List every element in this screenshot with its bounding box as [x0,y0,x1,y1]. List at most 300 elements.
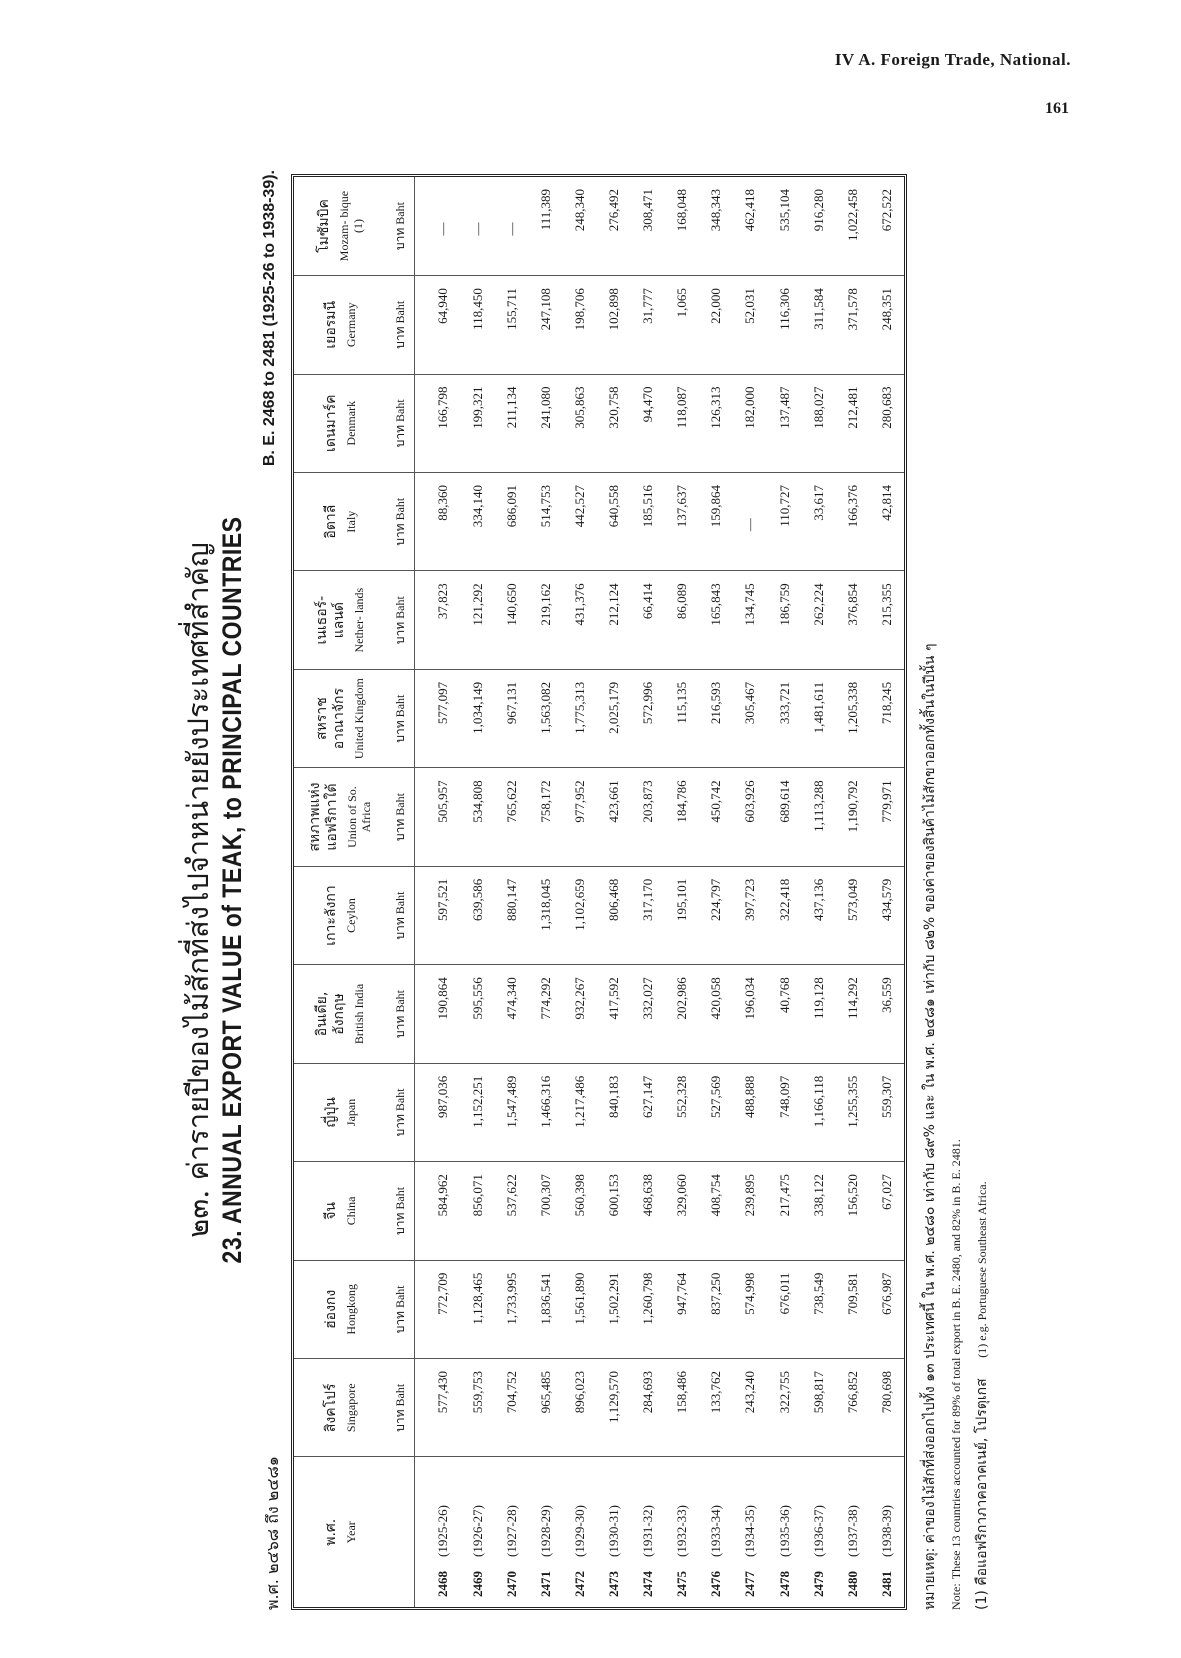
value-cell: 577,430 [415,1359,461,1457]
value-cell: 329,060 [665,1162,699,1260]
title-thai [175,170,221,1610]
table-row [563,177,597,1607]
col-header-th: ฮ่องกง [322,1289,339,1329]
note-english-label: Note: [949,1583,963,1610]
year-cell [836,1457,870,1607]
value-cell: 431,376 [563,571,597,669]
col-header-th: เกาะลังกา [322,885,339,946]
value-cell: 190,864 [415,965,461,1063]
value-cell: 474,340 [495,965,529,1063]
value-cell: 1,255,355 [836,1063,870,1161]
col-header-year-en: Year [343,1521,358,1544]
value-cell: 676,987 [870,1260,904,1358]
rotated-table-page [175,170,1005,1610]
value-cell: 896,023 [563,1359,597,1457]
value-cell: 86,089 [665,571,699,669]
value-cell: 639,586 [461,866,495,964]
year-cell [870,1457,904,1607]
value-cell: 203,873 [631,768,665,866]
value-cell: 442,527 [563,472,597,570]
value-cell: 559,307 [870,1063,904,1161]
value-cell: 338,122 [802,1162,836,1260]
title-thai-text: ค่ารายปีของไม้สักที่ส่งไปจำหน่ายยังประเทศที่สำคัญ [181,542,215,1181]
year-ad: (1925-26) [434,1505,450,1557]
year-cell [733,1457,767,1607]
col-header-year-th: พ.ศ. [322,1518,339,1546]
value-cell: 134,745 [733,571,767,669]
note-thai-text: ค่าของไม้สักที่ส่งออกไปทั้ง ๑๓ ประเทศนี้ ใน พ.ศ. ๒๔๘๐ เท่ากับ ๘๙% และ ใน พ.ศ. ๒๔๘๑ เท่ากับ ๘๒% ของค่าของสินค้าไม้สักขาออกทั้งสิ้นในปีนั้น ๆ [922,643,938,1544]
unit-label: บาท Baht [386,669,415,767]
header-row [294,177,386,1607]
value-cell: 505,957 [415,768,461,866]
value-cell: 121,292 [461,571,495,669]
value-cell: 156,520 [836,1162,870,1260]
value-cell: 332,027 [631,965,665,1063]
value-cell: 462,418 [742,189,758,232]
col-header-th: สหราช อาณาจักร [314,687,347,750]
value-cell: 305,863 [563,374,597,472]
value-cell: 36,559 [870,965,904,1063]
value-cell: 317,170 [631,866,665,964]
value-cell: 1,065 [665,276,699,374]
value-cell: 573,049 [836,866,870,964]
col-header-japan [294,1063,386,1161]
year-ad: (1928-29) [537,1505,553,1557]
unit-label: บาท Baht [386,374,415,472]
table-row [461,177,495,1607]
col-header-denmark [294,374,386,472]
col-header-en: Germany [343,302,358,348]
value-cell: 37,823 [415,571,461,669]
value-cell: 308,471 [640,189,656,232]
table-frame [291,174,907,1610]
col-header-th: เยอรมนี [322,300,339,349]
value-cell: 932,267 [563,965,597,1063]
value-cell: 779,971 [870,768,904,866]
col-header-en: British India [352,983,366,1045]
value-cell: 765,622 [495,768,529,866]
year-be: 2470 [503,1571,519,1597]
value-cell: 212,481 [836,374,870,472]
value-cell: 52,031 [733,276,767,374]
value-cell: 856,071 [461,1162,495,1260]
col-header-en: Japan [343,1098,358,1127]
note-thai-label: หมายเหตุ: [922,1547,938,1610]
value-cell: 700,307 [529,1162,563,1260]
table-row [665,177,699,1607]
value-cell: 1,129,570 [597,1359,631,1457]
value-cell: 1,836,541 [529,1260,563,1358]
year-ad: (1936-37) [810,1505,826,1557]
value-cell: 133,762 [699,1359,733,1457]
year-be: 2478 [776,1571,792,1597]
table-row [597,177,631,1607]
value-cell: 182,000 [733,374,767,472]
value-cell: 468,638 [631,1162,665,1260]
value-cell: 535,104 [776,189,792,232]
value-cell: 188,027 [802,374,836,472]
year-ad: (1931-32) [640,1505,656,1557]
unit-label: บาท Baht [386,1359,415,1457]
unit-label: บาท Baht [386,472,415,570]
value-cell: 66,414 [631,571,665,669]
value-cell: 537,622 [495,1162,529,1260]
value-cell: 450,742 [699,768,733,866]
unit-label: บาท Baht [386,965,415,1063]
value-cell: 689,614 [768,768,802,866]
value-cell: 217,475 [768,1162,802,1260]
title-thai-number: ๒๓. [181,1189,215,1238]
col-header-mozam-bique [294,177,386,276]
value-cell: 348,343 [708,189,724,232]
value-cell: 371,578 [836,276,870,374]
year-ad: (1938-39) [878,1505,894,1557]
value-cell: 600,153 [597,1162,631,1260]
year-cell [665,1457,699,1607]
value-cell: 806,468 [597,866,631,964]
value-cell: 185,516 [631,472,665,570]
value-cell: 1,217,486 [563,1063,597,1161]
year-be: 2473 [606,1571,622,1597]
value-cell: 967,131 [495,669,529,767]
value-cell: 488,888 [733,1063,767,1161]
col-header-th: ญี่ปุ่น [322,1097,339,1128]
year-cell [597,1457,631,1607]
value-cell: 40,768 [768,965,802,1063]
value-cell: 840,183 [597,1063,631,1161]
page-number: 161 [1045,100,1069,117]
col-header-en: Nether- lands [352,587,366,653]
value-cell: 1,152,251 [461,1063,495,1161]
table-body [415,177,905,1607]
value-cell: 434,579 [870,866,904,964]
value-cell: 137,487 [768,374,802,472]
value-cell: 595,556 [461,965,495,1063]
value-cell: 527,569 [699,1063,733,1161]
notes [917,170,995,1610]
value-cell: 322,755 [768,1359,802,1457]
value-cell: 216,593 [699,669,733,767]
col-header-union-of-so-africa [294,768,386,866]
value-cell: 334,140 [461,472,495,570]
value-cell: 437,136 [802,866,836,964]
value-cell: 1,166,118 [802,1063,836,1161]
value-cell: 709,581 [836,1260,870,1358]
value-cell: 166,376 [836,472,870,570]
col-header-th: เดนมาร์ค [322,394,339,452]
value-cell: 224,797 [699,866,733,964]
value-cell: 880,147 [495,866,529,964]
value-cell: 397,723 [733,866,767,964]
unit-label: บาท Baht [386,1162,415,1260]
value-cell: 780,698 [870,1359,904,1457]
value-cell: 126,313 [699,374,733,472]
title-english: 23. ANNUAL EXPORT VALUE of TEAK, to PRINCIPAL COUNTRIES [216,516,247,1264]
col-header-singapore [294,1359,386,1457]
value-cell: 584,962 [415,1162,461,1260]
value-cell: 1,128,465 [461,1260,495,1358]
value-cell: 417,592 [597,965,631,1063]
value-cell: 1,102,659 [563,866,597,964]
value-cell: 119,128 [802,965,836,1063]
value-cell: 748,097 [768,1063,802,1161]
col-header-th: สหภาพแห่ง แอฟริกาใต้ [307,782,340,852]
year-ad: (1937-38) [844,1505,860,1557]
col-header-th: สิงคโปร์ [322,1383,339,1433]
note-thai [917,170,943,1610]
value-cell: 320,758 [597,374,631,472]
year-be: 2469 [469,1571,485,1597]
value-cell: 704,752 [495,1359,529,1457]
year-cell [768,1457,802,1607]
value-cell: 1,260,798 [631,1260,665,1358]
col-header-italy [294,472,386,570]
value-cell: 977,952 [563,768,597,866]
unit-label: บาท Baht [386,866,415,964]
value-cell: 140,650 [495,571,529,669]
year-be: 2474 [640,1571,656,1597]
value-cell: 1,733,995 [495,1260,529,1358]
value-cell: 1,502,291 [597,1260,631,1358]
year-cell [563,1457,597,1607]
value-cell: 774,292 [529,965,563,1063]
unit-label: บาท Baht [386,768,415,866]
unit-row [386,177,415,1607]
year-be: 2468 [434,1571,450,1597]
value-cell: 627,147 [631,1063,665,1161]
footnote-thai: (1) คือแอฟริกาภาคอาคเนย์, โปรตุเกส [974,1378,990,1610]
value-cell: 186,759 [768,571,802,669]
col-header-th: อิตาลี [322,504,339,539]
value-cell: 115,135 [665,669,699,767]
value-cell: 247,108 [529,276,563,374]
year-ad: (1932-33) [674,1505,690,1557]
year-cell [495,1457,529,1607]
year-be: 2480 [844,1571,860,1597]
value-cell: 574,998 [733,1260,767,1358]
value-cell: 243,240 [733,1359,767,1457]
col-header-hongkong [294,1260,386,1358]
value-cell: 166,798 [415,374,461,472]
value-cell: 1,775,313 [563,669,597,767]
value-cell: 987,036 [415,1063,461,1161]
unit-label: บาท Baht [386,177,415,276]
value-cell: 766,852 [836,1359,870,1457]
value-cell: — [434,222,450,236]
value-cell: 603,926 [733,768,767,866]
value-cell: 560,398 [563,1162,597,1260]
value-cell: 137,637 [665,472,699,570]
value-cell: 1,466,316 [529,1063,563,1161]
value-cell: 408,754 [699,1162,733,1260]
table-row [870,177,904,1607]
value-cell: 738,549 [802,1260,836,1358]
table-row [836,177,870,1607]
col-header-th: โมซัมบิค [315,199,332,253]
year-ad: (1934-35) [742,1505,758,1557]
value-cell: 423,661 [597,768,631,866]
col-header-en: Italy [343,510,358,533]
footnote [969,170,995,1610]
value-cell: 640,558 [597,472,631,570]
year-be: 2476 [708,1571,724,1597]
year-be: 2481 [878,1571,894,1597]
col-header-germany [294,276,386,374]
year-cell [415,1457,461,1607]
footnote-english: (1) e.g. Portuguese Southeast Africa. [975,1181,989,1358]
value-cell: 94,470 [631,374,665,472]
value-cell: 262,224 [802,571,836,669]
value-cell: 1,205,338 [836,669,870,767]
value-cell: 1,481,611 [802,669,836,767]
table-row [495,177,529,1607]
value-cell: 22,000 [699,276,733,374]
value-cell: 165,843 [699,571,733,669]
year-be: 2477 [742,1571,758,1597]
value-cell: 1,190,792 [836,768,870,866]
value-cell: 116,306 [768,276,802,374]
value-cell: 168,048 [674,189,690,232]
col-header-en: Denmark [343,400,358,446]
value-cell: 514,753 [529,472,563,570]
value-cell: 916,280 [810,189,826,232]
running-head: IV A. Foreign Trade, National. [834,50,1071,69]
year-ad: (1929-30) [571,1505,587,1557]
col-header-en: United Kingdom [352,678,366,760]
value-cell: 219,162 [529,571,563,669]
col-header-year [294,1457,386,1607]
value-cell: 248,351 [870,276,904,374]
value-cell: 1,022,458 [844,189,860,241]
value-cell: 420,058 [699,965,733,1063]
col-header-th: เนเธอร์- แลนด์ [314,595,347,645]
value-cell: 118,087 [665,374,699,472]
col-header-china [294,1162,386,1260]
year-cell [631,1457,665,1607]
col-header-ceylon [294,866,386,964]
value-cell: 598,817 [802,1359,836,1457]
value-cell: 837,250 [699,1260,733,1358]
value-cell: 718,245 [870,669,904,767]
unit-cell-year [386,1457,415,1607]
table-row [768,177,802,1607]
value-cell: 184,786 [665,768,699,866]
year-be: 2471 [537,1571,553,1597]
export-value-table [294,177,904,1607]
value-cell: 31,777 [631,276,665,374]
value-cell: 280,683 [870,374,904,472]
value-cell: 199,321 [461,374,495,472]
value-cell: 772,709 [415,1260,461,1358]
unit-label: บาท Baht [386,276,415,374]
value-cell: 248,340 [571,189,587,232]
value-cell: 559,753 [461,1359,495,1457]
value-cell: 597,521 [415,866,461,964]
value-cell: 110,727 [768,472,802,570]
year-cell [699,1457,733,1607]
value-cell: 1,113,288 [802,768,836,866]
value-cell: 64,940 [415,276,461,374]
value-cell: 322,418 [768,866,802,964]
col-header-th: จีน [322,1201,339,1220]
year-be: 2475 [674,1571,690,1597]
table-row [631,177,665,1607]
value-cell: 947,764 [665,1260,699,1358]
value-cell: — [733,472,767,570]
value-cell: 111,389 [537,189,553,231]
col-header-en: China [343,1196,358,1226]
table-row [529,177,563,1607]
value-cell: 376,854 [836,571,870,669]
value-cell: 198,706 [563,276,597,374]
value-cell: 33,617 [802,472,836,570]
col-header-united-kingdom [294,669,386,767]
value-cell: 158,486 [665,1359,699,1457]
table-row [699,177,733,1607]
value-cell: 965,485 [529,1359,563,1457]
value-cell: 333,721 [768,669,802,767]
value-cell: 676,011 [768,1260,802,1358]
period-thai: พ.ศ. ๒๔๖๘ ถึง ๒๔๘๑ [263,1456,282,1610]
year-be: 2479 [810,1571,826,1597]
value-cell: 284,693 [631,1359,665,1457]
value-cell: 155,711 [495,276,529,374]
value-cell: 552,328 [665,1063,699,1161]
year-ad: (1926-27) [469,1505,485,1557]
value-cell: 1,563,082 [529,669,563,767]
value-cell: 118,450 [461,276,495,374]
value-cell: 311,584 [802,276,836,374]
value-cell: 1,034,149 [461,669,495,767]
value-cell: 195,101 [665,866,699,964]
col-header-en: Union of So. Africa [345,786,373,848]
value-cell: 114,292 [836,965,870,1063]
col-header-en: Singapore [343,1383,358,1433]
year-cell [802,1457,836,1607]
col-header-en: Hongkong [343,1283,358,1335]
year-ad: (1927-28) [503,1505,519,1557]
value-cell: 239,895 [733,1162,767,1260]
value-cell: 758,172 [529,768,563,866]
year-ad: (1935-36) [776,1505,792,1557]
value-cell: 42,814 [870,472,904,570]
period-english: B. E. 2468 to 2481 (1925-26 to 1938-39). [261,170,278,467]
col-header-british-india [294,965,386,1063]
value-cell: 88,360 [415,472,461,570]
col-header-th: อินเดีย, อังกฤษ [314,991,347,1037]
value-cell: 212,124 [597,571,631,669]
unit-label: บาท Baht [386,1063,415,1161]
value-cell: 102,898 [597,276,631,374]
col-header-en: Mozam- bique (1) [336,190,365,262]
note-english [943,170,969,1610]
table-row [802,177,836,1607]
value-cell: 215,355 [870,571,904,669]
value-cell: 534,808 [461,768,495,866]
col-header-en: Ceylon [343,898,358,933]
value-cell: — [469,222,485,236]
value-cell: 572,996 [631,669,665,767]
value-cell: 1,561,890 [563,1260,597,1358]
value-cell: 672,522 [878,189,894,232]
value-cell: 2,025,179 [597,669,631,767]
value-cell: 577,097 [415,669,461,767]
value-cell: 305,467 [733,669,767,767]
unit-label: บาท Baht [386,571,415,669]
value-cell: 196,034 [733,965,767,1063]
col-header-nether-lands [294,571,386,669]
value-cell: 159,864 [699,472,733,570]
